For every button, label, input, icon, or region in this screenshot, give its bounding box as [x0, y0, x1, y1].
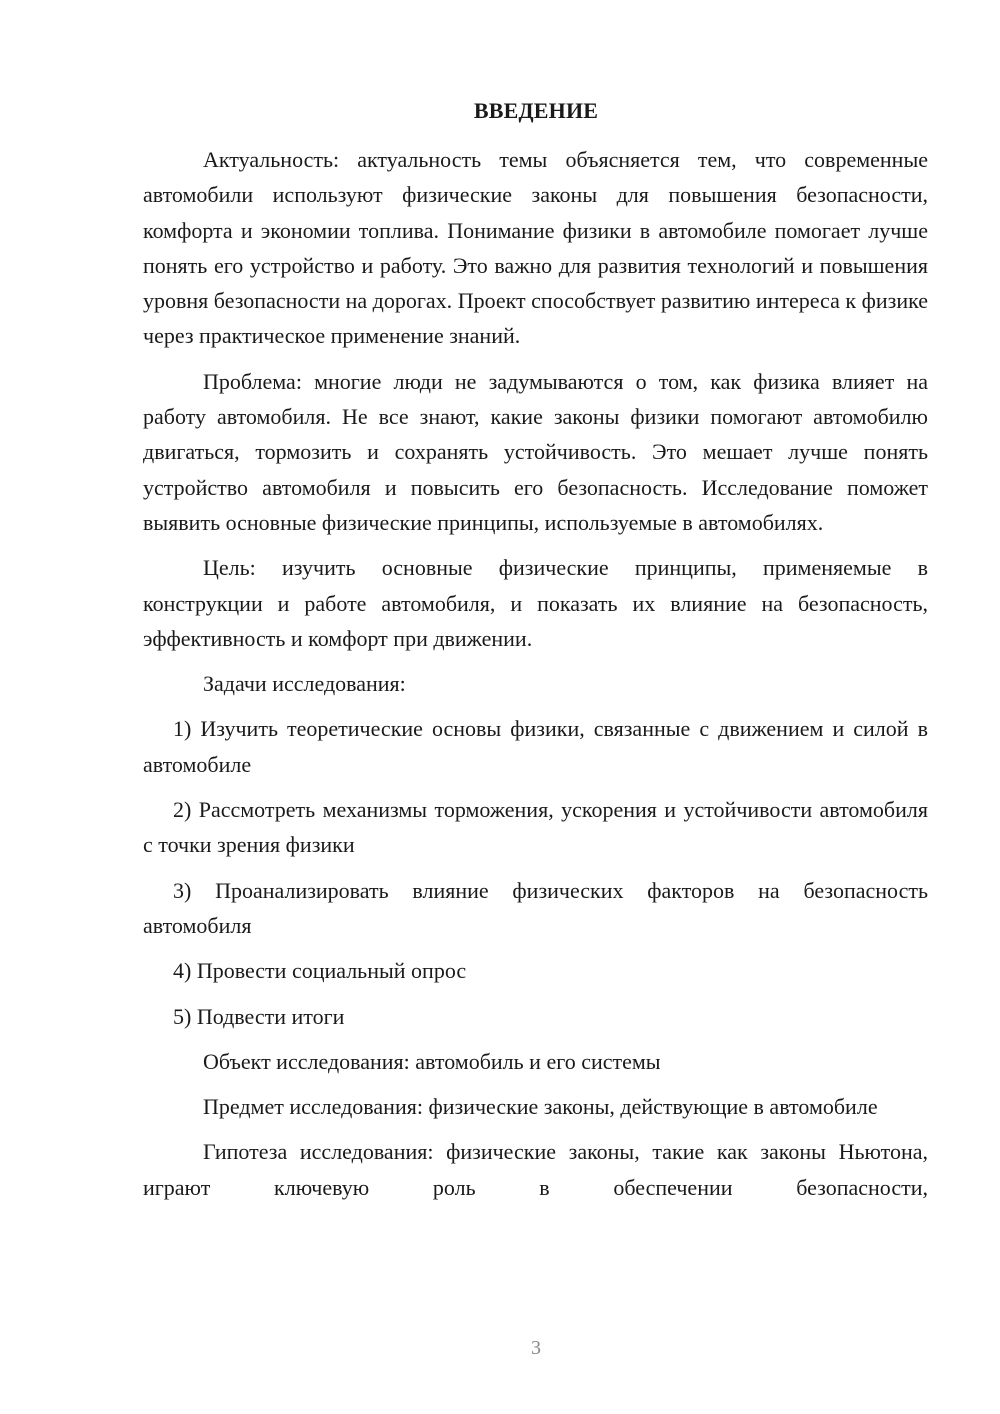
subject-paragraph: Предмет исследования: физические законы, действующие в автомобиле [203, 1094, 878, 1120]
task-item-4: 4) Провести социальный опрос [173, 958, 467, 984]
task-item-1: 1) Изучить теоретические основы физики, связанные с движением и силой в автомобиле [143, 716, 928, 777]
goal-paragraph: Цель: изучить основные физические принципы, применяемые в конструкции и работе автомобиля, и показать их влияние на безопасность, эффективность и комфорт при движении. [143, 555, 928, 651]
relevance-paragraph: Актуальность: актуальность темы объясняется тем, что современные автомобили используют физические законы для повышения безопасности, комфорта и экономии топлива. Понимание физики в автомобиле помогает лучше понять его устройство и работу. Это важно для развития технологий и повышения уровня безопасности на дорогах. Проект способствует развитию интереса к физике через практическое применение знаний. [143, 147, 928, 349]
object-paragraph: Объект исследования: автомобиль и его системы [203, 1048, 661, 1074]
tasks-list [143, 711, 928, 1033]
task-item-2: 2) Рассмотреть механизмы торможения, ускорения и устойчивости автомобиля с точки зрения физики [143, 797, 928, 858]
hypothesis-paragraph: Гипотеза исследования: физические законы, такие как законы Ньютона, играют ключевую роль в обеспечении безопасности, [143, 1139, 928, 1200]
task-item-3: 3) Проанализировать влияние физических факторов на безопасность автомобиля [143, 877, 928, 938]
problem-paragraph: Проблема: многие люди не задумываются о том, как физика влияет на работу автомобиля. Не все знают, какие законы физики помогают автомобилю двигаться, тормозить и сохранять устойчивость. Это мешает лучше понять устройство автомобиля и повысить его безопасность. Исследование поможет выявить основные физические принципы, используемые в автомобилях. [143, 368, 928, 535]
document-body [143, 142, 928, 1215]
page-number: 3 [531, 1337, 541, 1359]
tasks-heading: Задачи исследования: [203, 671, 406, 697]
task-item-5: 5) Подвести итоги [173, 1003, 345, 1029]
page-title: ВВЕДЕНИЕ [473, 98, 599, 123]
